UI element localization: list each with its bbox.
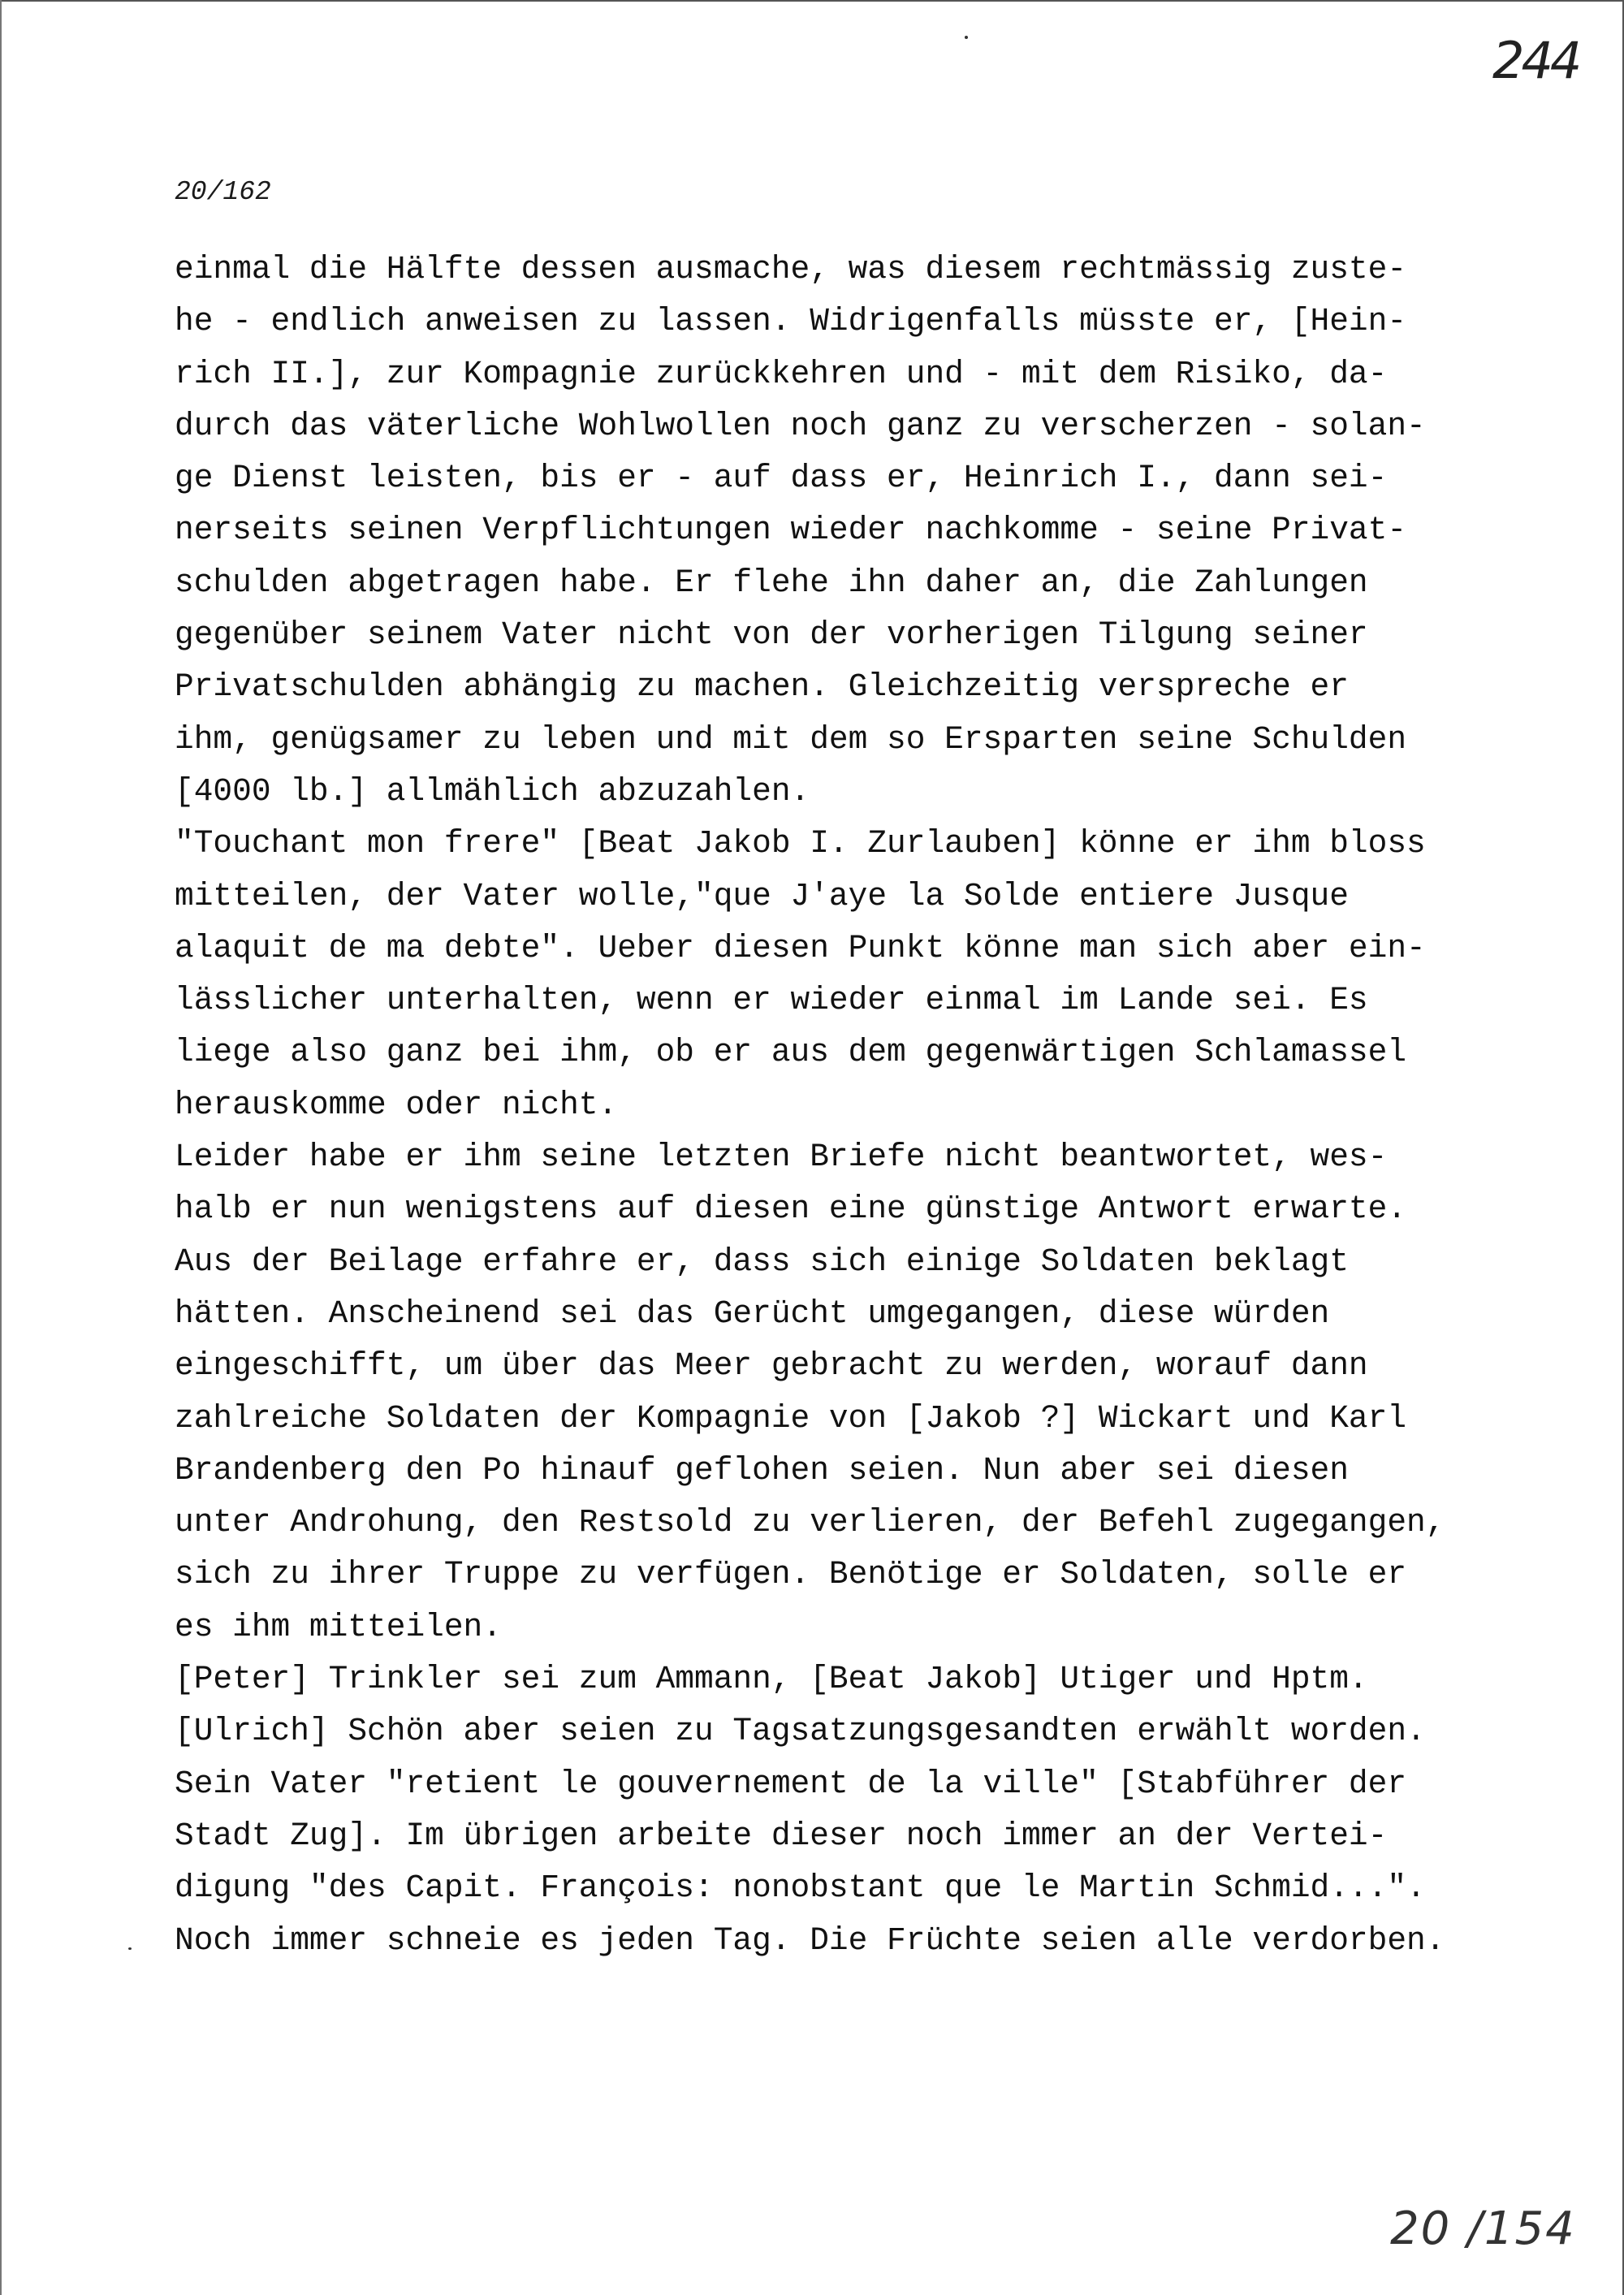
text-line: [Peter] Trinkler sei zum Ammann, [Beat Jakob] Utiger und Hptm. [175, 1661, 1368, 1698]
text-line: durch das väterliche Wohlwollen noch ganz zu verscherzen - solan- [175, 407, 1426, 444]
text-line: digung "des Capit. François: nonobstant que le Martin Schmid...". [175, 1869, 1426, 1907]
text-line: Brandenberg den Po hinauf geflohen seien. Nun aber sei diesen [175, 1451, 1349, 1489]
text-line: [4000 lb.] allmählich abzuzahlen. [175, 772, 810, 810]
text-line: [Ulrich] Schön aber seien zu Tagsatzungsgesandten erwählt worden. [175, 1713, 1426, 1750]
text-line: mitteilen, der Vater wolle,"que J'aye la Solde entiere Jusque [175, 877, 1349, 914]
handwritten-page-number: 244 [1492, 31, 1579, 90]
text-line: halb er nun wenigstens auf diesen eine günstige Antwort erwarte. [175, 1191, 1407, 1228]
text-line: hätten. Anscheinend sei das Gerücht umgegangen, diese würden [175, 1294, 1330, 1332]
text-line: einmal die Hälfte dessen ausmache, was diesem rechtmässig zuste- [175, 251, 1407, 287]
text-line: Privatschulden abhängig zu machen. Gleichzeitig verspreche er [175, 668, 1349, 706]
text-line: liege also ganz bei ihm, ob er aus dem gegenwärtigen Schlamassel [175, 1034, 1407, 1071]
scan-border-top [0, 0, 1622, 2]
text-line: eingeschifft, um über das Meer gebracht zu werden, worauf dann [175, 1347, 1368, 1385]
scan-speck [128, 1947, 132, 1950]
text-line: nerseits seinen Verpflichtungen wieder nachkomme - seine Privat- [175, 512, 1407, 549]
text-line: "Touchant mon frere" [Beat Jakob I. Zurlauben] könne er ihm bloss [175, 825, 1426, 862]
text-line: zahlreiche Soldaten der Kompagnie von [Jakob ?] Wickart und Karl [175, 1399, 1407, 1437]
text-line: Aus der Beilage erfahre er, dass sich einige Soldaten beklagt [175, 1243, 1349, 1280]
text-line: Sein Vater "retient le gouvernement de la ville" [Stabführer der [175, 1765, 1407, 1802]
body-text [175, 244, 1522, 1967]
text-line: unter Androhung, den Restsold zu verlieren, der Befehl zugegangen, [175, 1504, 1445, 1541]
text-line: lässlicher unterhalten, wenn er wieder einmal im Lande sei. Es [175, 982, 1368, 1019]
handwritten-folio-number: 20 /154 [1390, 2202, 1576, 2255]
scan-speck [965, 36, 968, 39]
text-line: alaquit de ma debte". Ueber diesen Punkt könne man sich aber ein- [175, 929, 1426, 966]
text-line: gegenüber seinem Vater nicht von der vorherigen Tilgung seiner [175, 616, 1368, 654]
text-line: Leider habe er ihm seine letzten Briefe nicht beantwortet, wes- [175, 1139, 1388, 1176]
text-line: herauskomme oder nicht. [175, 1086, 618, 1123]
text-line: es ihm mitteilen. [175, 1608, 502, 1645]
reference-number: 20/162 [175, 177, 271, 207]
text-line: schulden abgetragen habe. Er flehe ihn daher an, die Zahlungen [175, 564, 1368, 601]
text-line: sich zu ihrer Truppe zu verfügen. Benötige er Soldaten, solle er [175, 1556, 1407, 1593]
text-line: Stadt Zug]. Im übrigen arbeite dieser noch immer an der Vertei- [175, 1817, 1388, 1854]
text-line: ge Dienst leisten, bis er - auf dass er, Heinrich I., dann sei- [175, 460, 1388, 497]
scan-border-left [0, 0, 2, 2295]
text-line: ihm, genügsamer zu leben und mit dem so Ersparten seine Schulden [175, 720, 1407, 758]
text-line: rich II.], zur Kompagnie zurückkehren und - mit dem Risiko, da- [175, 355, 1388, 392]
text-line: Noch immer schneie es jeden Tag. Die Früchte seien alle verdorben. [175, 1921, 1445, 1959]
text-line: he - endlich anweisen zu lassen. Widrigenfalls müsste er, [Hein- [175, 303, 1407, 340]
